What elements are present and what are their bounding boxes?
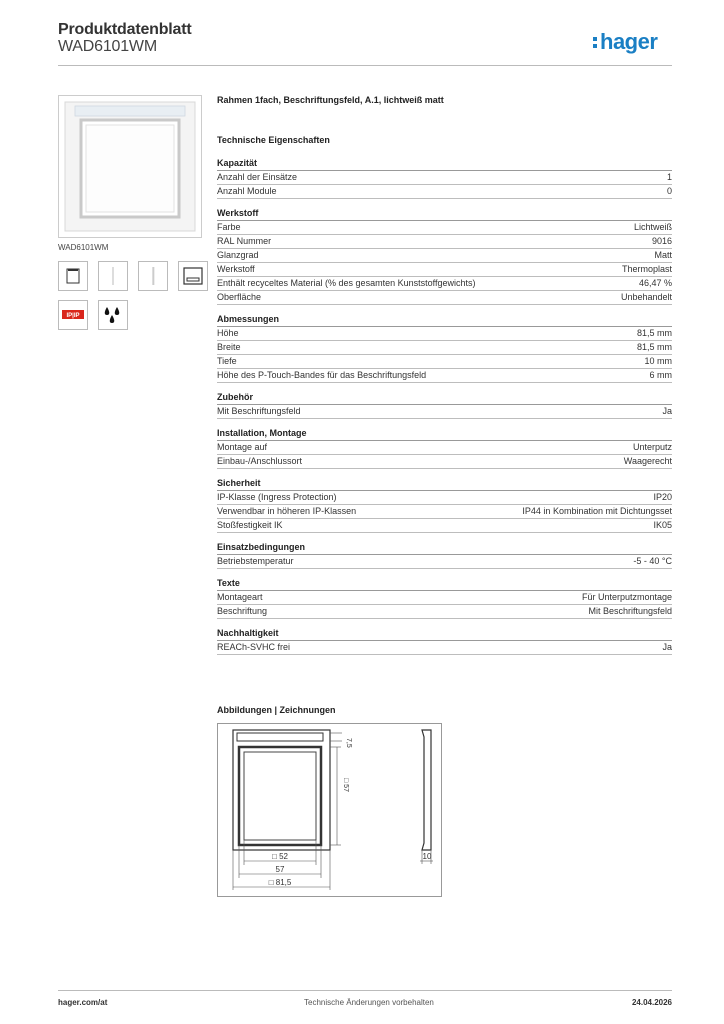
spec-label: Breite bbox=[217, 342, 241, 352]
spec-row bbox=[217, 641, 672, 655]
spec-label: REACh-SVHC frei bbox=[217, 642, 291, 652]
spec-value: Ja bbox=[662, 642, 672, 652]
section-title: Kapazität bbox=[217, 158, 672, 171]
spec-row bbox=[217, 277, 672, 291]
header-divider bbox=[58, 65, 672, 66]
spec-label: Montageart bbox=[217, 592, 263, 602]
spec-row bbox=[217, 327, 672, 341]
spec-value: Unbehandelt bbox=[620, 292, 672, 302]
spec-value: 81,5 mm bbox=[636, 342, 672, 352]
section-title: Werkstoff bbox=[217, 208, 672, 221]
spec-row bbox=[217, 185, 672, 199]
footer-date: 24.04.2026 bbox=[631, 998, 672, 1007]
spec-value: Mit Beschriftungsfeld bbox=[588, 606, 672, 616]
image-caption: WAD6101WM bbox=[58, 243, 109, 252]
page-title: Produktdatenblatt bbox=[58, 21, 192, 38]
label-field bbox=[237, 733, 323, 741]
dim-height-label: □ 57 bbox=[342, 778, 349, 792]
spec-row bbox=[217, 369, 672, 383]
spec-table bbox=[217, 95, 672, 664]
spec-value: 9016 bbox=[651, 236, 672, 246]
spec-label: Anzahl der Einsätze bbox=[217, 172, 298, 182]
spec-row bbox=[217, 591, 672, 605]
spec-row bbox=[217, 235, 672, 249]
spec-section bbox=[217, 392, 672, 419]
spec-section bbox=[217, 578, 672, 619]
section-title: Nachhaltigkeit bbox=[217, 628, 672, 641]
spec-row bbox=[217, 341, 672, 355]
product-name: Rahmen 1fach, Beschriftungsfeld, A.1, lichtweiß matt bbox=[217, 95, 444, 105]
ip-badge-text: IP|IP bbox=[66, 313, 80, 319]
spec-row bbox=[217, 519, 672, 533]
spec-section bbox=[217, 158, 672, 199]
spec-value: 81,5 mm bbox=[636, 328, 672, 338]
spec-row bbox=[217, 263, 672, 277]
spec-value: Thermoplast bbox=[621, 264, 672, 274]
ip-rating-icon bbox=[58, 300, 88, 330]
spec-section bbox=[217, 628, 672, 655]
spec-section bbox=[217, 208, 672, 305]
section-title: Einsatzbedingungen bbox=[217, 542, 672, 555]
technical-heading: Technische Eigenschaften bbox=[217, 135, 330, 145]
spec-label: Stoßfestigkeit IK bbox=[217, 520, 283, 530]
section-title: Abmessungen bbox=[217, 314, 672, 327]
drawing-title: Abbildungen | Zeichnungen bbox=[217, 705, 336, 715]
spec-row bbox=[217, 171, 672, 185]
spec-label: Beschriftung bbox=[217, 606, 268, 616]
spec-row bbox=[217, 441, 672, 455]
section-title: Texte bbox=[217, 578, 672, 591]
logo-text: hager bbox=[600, 29, 658, 54]
spec-row bbox=[217, 221, 672, 235]
spec-value: 10 mm bbox=[644, 356, 672, 366]
spec-value: 6 mm bbox=[649, 370, 672, 380]
spec-value: Waagerecht bbox=[623, 456, 672, 466]
spec-section bbox=[217, 428, 672, 469]
spec-row bbox=[217, 405, 672, 419]
spec-row bbox=[217, 491, 672, 505]
spec-label: Glanzgrad bbox=[217, 250, 259, 260]
insert-area bbox=[244, 752, 316, 840]
spec-label: Einbau-/Anschlussort bbox=[217, 456, 303, 466]
spec-label: Werkstoff bbox=[217, 264, 255, 274]
feature-icons bbox=[58, 261, 208, 291]
spec-row bbox=[217, 505, 672, 519]
spec-row bbox=[217, 249, 672, 263]
footer-note: Technische Änderungen vorbehalten bbox=[304, 998, 434, 1007]
spec-value: IP20 bbox=[653, 492, 672, 502]
spec-value: 46,47 % bbox=[638, 278, 672, 288]
spec-label: Enthält recyceltes Material (% des gesamten Kunststoffgewichts) bbox=[217, 278, 476, 288]
footer-divider bbox=[58, 990, 672, 991]
product-image bbox=[58, 95, 202, 238]
dim-top-label: 7,5 bbox=[345, 738, 352, 748]
spec-row bbox=[217, 291, 672, 305]
spec-value: Für Unterputzmontage bbox=[581, 592, 672, 602]
spec-row bbox=[217, 355, 672, 369]
spec-label: RAL Nummer bbox=[217, 236, 272, 246]
footer-website[interactable]: hager.com/at bbox=[58, 998, 108, 1007]
dim-total-label: □ 81,5 bbox=[268, 878, 292, 887]
spec-section bbox=[217, 542, 672, 569]
spec-label: Montage auf bbox=[217, 442, 268, 452]
spec-label: IP-Klasse (Ingress Protection) bbox=[217, 492, 337, 502]
spec-label: Mit Beschriftungsfeld bbox=[217, 406, 301, 416]
section-title: Sicherheit bbox=[217, 478, 672, 491]
spec-value: 0 bbox=[666, 186, 672, 196]
frame-single-icon bbox=[58, 261, 88, 291]
spec-value: IK05 bbox=[653, 520, 672, 530]
dim-inner-label: □ 52 bbox=[272, 852, 288, 861]
dimension-drawing bbox=[217, 723, 442, 897]
section-title: Installation, Montage bbox=[217, 428, 672, 441]
spec-label: Höhe des P-Touch-Bandes für das Beschriftungsfeld bbox=[217, 370, 427, 380]
article-number: WAD6101WM bbox=[58, 38, 157, 55]
spec-section bbox=[217, 478, 672, 533]
rating-icons bbox=[58, 300, 128, 330]
dim-depth-label: 10 bbox=[422, 852, 432, 861]
spec-value: IP44 in Kombination mit Dichtungsset bbox=[522, 506, 672, 516]
frame-side-icon bbox=[98, 261, 128, 291]
label-field-icon bbox=[178, 261, 208, 291]
spec-value: Unterputz bbox=[632, 442, 672, 452]
spec-value: -5 - 40 °C bbox=[633, 556, 672, 566]
spec-value: Matt bbox=[654, 250, 672, 260]
spec-row bbox=[217, 455, 672, 469]
spec-value: 1 bbox=[666, 172, 672, 182]
dim-outer-label: 57 bbox=[275, 865, 285, 874]
spec-row bbox=[217, 605, 672, 619]
water-drops-icon bbox=[98, 300, 128, 330]
hager-logo bbox=[592, 28, 674, 56]
spec-label: Farbe bbox=[217, 222, 241, 232]
drawing-svg bbox=[217, 723, 442, 897]
frame-profile-icon bbox=[138, 261, 168, 291]
section-title: Zubehör bbox=[217, 392, 672, 405]
spec-row bbox=[217, 555, 672, 569]
spec-label: Verwendbar in höheren IP-Klassen bbox=[217, 506, 357, 516]
spec-value: Lichtweiß bbox=[633, 222, 672, 232]
spec-label: Tiefe bbox=[217, 356, 237, 366]
spec-value: Ja bbox=[662, 406, 672, 416]
spec-section bbox=[217, 314, 672, 383]
spec-label: Anzahl Module bbox=[217, 186, 277, 196]
spec-label: Oberfläche bbox=[217, 292, 262, 302]
spec-label: Höhe bbox=[217, 328, 239, 338]
spec-label: Betriebstemperatur bbox=[217, 556, 294, 566]
